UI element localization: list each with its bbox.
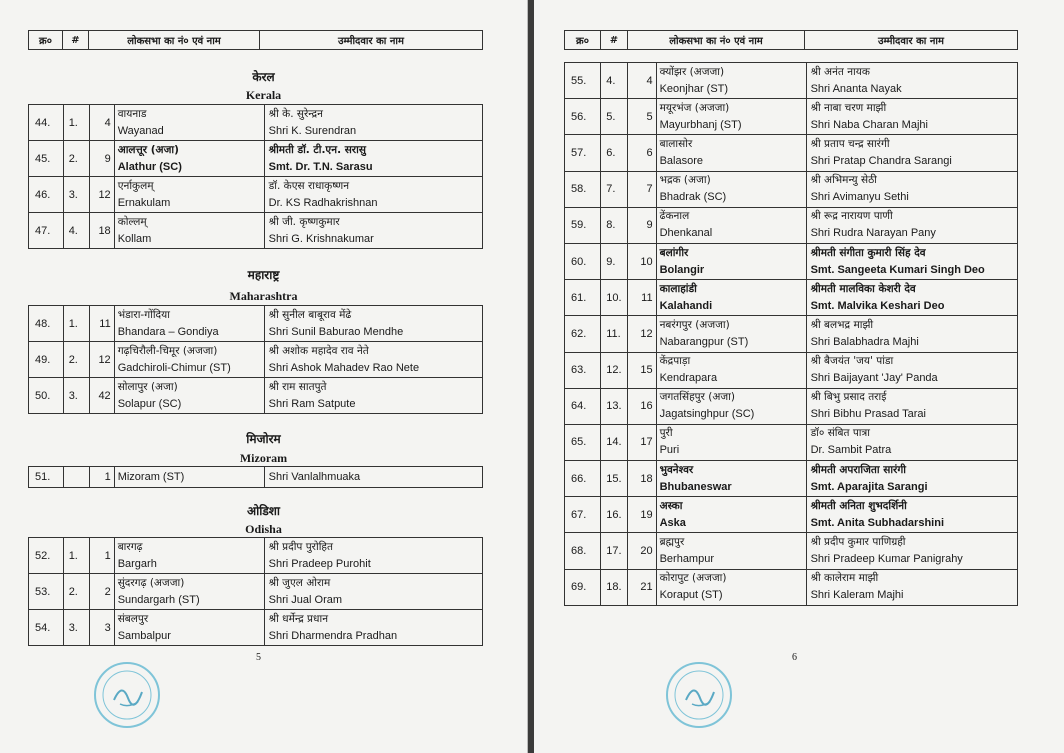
candidate-name-english: Dr. Sambit Patra xyxy=(810,444,892,457)
serial-number: 55. xyxy=(565,63,601,99)
seal-stamp-icon xyxy=(664,660,734,730)
serial-number: 52. xyxy=(29,538,64,574)
table-row xyxy=(29,105,483,141)
constituency-number: 9 xyxy=(628,207,656,243)
state-heading-hindi: केरल xyxy=(252,70,275,84)
candidate-name-hindi: श्री सुनील बाबूराव मेंढे xyxy=(268,308,352,321)
constituency-name-hindi: सुंदरगढ़ (अजजा) xyxy=(117,576,185,589)
constituency-number: 7 xyxy=(628,171,656,207)
state-row-number: 4. xyxy=(63,213,90,249)
candidate-name-hindi: श्री के. सुरेन्द्रन xyxy=(268,107,323,120)
candidate-name-english: Shri Pratap Chandra Sarangi xyxy=(810,154,952,167)
candidate-name xyxy=(264,306,482,342)
table-row xyxy=(565,569,1018,605)
candidate-name-english: Smt. Anita Subhadarshini xyxy=(810,516,945,529)
state-heading-english: Maharashtra xyxy=(229,289,298,303)
state-heading-english: Kerala xyxy=(245,88,282,102)
candidate-name-english: Shri Pradeep Kumar Panigrahy xyxy=(810,553,963,566)
state-row-number: 1. xyxy=(63,306,90,342)
state-row-number: 14. xyxy=(601,424,628,460)
constituency-name-english: Koraput (ST) xyxy=(659,589,723,602)
candidate-name-hindi: श्री प्रताप चन्द्र सारंगी xyxy=(810,137,890,150)
candidate-name xyxy=(264,213,482,249)
constituency-number: 17 xyxy=(628,424,656,460)
header-constituency: लोकसभा का नं० एवं नाम xyxy=(628,31,805,50)
candidate-name-english: Shri Naba Charan Majhi xyxy=(810,118,928,131)
table-row xyxy=(29,610,483,646)
constituency-name-hindi: कोरापुट (अजजा) xyxy=(659,572,727,585)
constituency-number: 11 xyxy=(628,280,656,316)
constituency-number: 42 xyxy=(90,378,114,414)
state-row-number: 11. xyxy=(601,316,628,352)
serial-number: 56. xyxy=(565,99,601,135)
constituency-name xyxy=(656,352,806,388)
state-row-number: 8. xyxy=(601,207,628,243)
constituency-name xyxy=(656,135,806,171)
serial-number: 48. xyxy=(29,306,64,342)
constituency-name-hindi: जगतसिंहपुर (अजा) xyxy=(659,391,735,404)
serial-number: 45. xyxy=(29,141,64,177)
constituency-name xyxy=(656,316,806,352)
serial-number: 47. xyxy=(29,213,64,249)
state-row-number: 3. xyxy=(63,177,90,213)
constituency-number: 10 xyxy=(628,243,656,279)
candidate-name-english: Smt. Aparajita Sarangi xyxy=(810,480,928,493)
constituency-name xyxy=(656,63,806,99)
candidate-name xyxy=(806,569,1017,605)
state-candidate-table xyxy=(28,104,483,249)
constituency-name-english: Jagatsinghpur (SC) xyxy=(659,408,755,421)
constituency-name xyxy=(656,497,806,533)
constituency-name-hindi: बारगढ़ xyxy=(117,540,143,553)
candidate-name-english: Shri Jual Oram xyxy=(268,593,343,606)
constituency-name-english: Nabarangpur (ST) xyxy=(659,335,749,348)
state-row-number: 5. xyxy=(601,99,628,135)
constituency-name-hindi: सोलापुर (अजा) xyxy=(117,380,178,393)
constituency-number: 1 xyxy=(90,467,114,488)
candidate-name xyxy=(264,177,482,213)
constituency-number: 18 xyxy=(90,213,114,249)
constituency-name xyxy=(656,569,806,605)
serial-number: 63. xyxy=(565,352,601,388)
candidate-name-english: Shri Ram Satpute xyxy=(268,397,356,410)
candidate-name-english: Shri Rudra Narayan Pany xyxy=(810,227,936,240)
state-row-number: 9. xyxy=(601,243,628,279)
constituency-number: 2 xyxy=(90,574,114,610)
constituency-name-hindi: बालासोर xyxy=(659,137,693,150)
constituency-name-english: Aska xyxy=(659,516,686,529)
state-candidate-table xyxy=(28,537,483,646)
constituency-name-english: Sambalpur xyxy=(117,629,171,642)
constituency-name xyxy=(656,207,806,243)
page-number: 5 xyxy=(256,652,261,663)
candidate-name-english: Shri Sunil Baburao Mendhe xyxy=(268,325,404,338)
candidate-name xyxy=(264,538,482,574)
constituency-name-hindi: भद्रक (अजा) xyxy=(659,174,711,187)
table-row xyxy=(565,63,1018,99)
constituency-name xyxy=(656,171,806,207)
table-row xyxy=(29,378,483,414)
candidate-name xyxy=(806,171,1017,207)
constituency-number: 4 xyxy=(90,105,114,141)
constituency-name-english: Berhampur xyxy=(659,553,714,566)
candidate-name-english: Shri Pradeep Purohit xyxy=(268,557,371,570)
table-row xyxy=(29,342,483,378)
serial-number: 49. xyxy=(29,342,64,378)
serial-number: 46. xyxy=(29,177,64,213)
constituency-name-english: Bhubaneswar xyxy=(659,480,732,493)
table-row xyxy=(565,352,1018,388)
page-number: 6 xyxy=(792,652,797,663)
constituency-name xyxy=(114,105,264,141)
candidate-name-hindi: श्री रूद्र नारायण पाणी xyxy=(810,210,893,223)
candidate-name-hindi: श्री बिभु प्रसाद तराई xyxy=(810,391,887,404)
candidate-name-hindi: श्री धर्मेन्द्र प्रधान xyxy=(268,612,329,625)
candidate-name-hindi: श्रीमती अपराजिता सारंगी xyxy=(810,463,906,476)
header-hash: # xyxy=(63,31,89,50)
right-candidate-table xyxy=(564,62,1018,606)
constituency-number: 3 xyxy=(90,610,114,646)
candidate-name-hindi: श्रीमती अनिता शुभदर्शिनी xyxy=(810,499,907,512)
header-hash: # xyxy=(601,31,628,50)
constituency-name-hindi: अस्का xyxy=(659,499,683,512)
constituency-name-english: Alathur (SC) xyxy=(117,160,182,173)
constituency-number: 12 xyxy=(90,342,114,378)
constituency-name-english: Wayanad xyxy=(117,124,164,137)
table-row xyxy=(565,424,1018,460)
candidate-name-hindi: श्री प्रदीप पुरोहित xyxy=(268,540,333,553)
candidate-name-hindi: श्री नाबा चरण माझी xyxy=(810,101,887,114)
header-sr: क्र० xyxy=(565,31,601,50)
candidate-name xyxy=(806,63,1017,99)
constituency-name-english: Gadchiroli-Chimur (ST) xyxy=(117,361,231,374)
candidate-name-english: Shri Avimanyu Sethi xyxy=(810,191,909,204)
state-row-number: 18. xyxy=(601,569,628,605)
state-row-number xyxy=(63,467,90,488)
candidate-name xyxy=(264,574,482,610)
state-row-number: 16. xyxy=(601,497,628,533)
candidate-name xyxy=(806,99,1017,135)
constituency-name-english: Balasore xyxy=(659,154,703,167)
constituency-number: 12 xyxy=(628,316,656,352)
candidate-name-hindi: डॉ. केएस राधाकृष्णन xyxy=(268,179,350,192)
constituency-name xyxy=(114,213,264,249)
serial-number: 68. xyxy=(565,533,601,569)
constituency-number: 9 xyxy=(90,141,114,177)
table-row xyxy=(565,243,1018,279)
serial-number: 67. xyxy=(565,497,601,533)
constituency-name-hindi: कालाहांडी xyxy=(659,282,697,295)
table-row xyxy=(565,461,1018,497)
candidate-name-hindi: श्री जी. कृष्णकुमार xyxy=(268,215,340,228)
constituency-name-english: Puri xyxy=(659,444,680,457)
candidate-name-english: Shri Vanlalhmuaka xyxy=(268,470,361,483)
constituency-name-english: Keonjhar (ST) xyxy=(659,82,729,95)
table-row xyxy=(29,306,483,342)
constituency-name xyxy=(656,533,806,569)
serial-number: 69. xyxy=(565,569,601,605)
table-row xyxy=(565,207,1018,243)
candidate-name-hindi: श्रीमती संगीता कुमारी सिंह देव xyxy=(810,246,926,259)
candidate-name xyxy=(806,533,1017,569)
constituency-name xyxy=(114,141,264,177)
candidate-name-english: Shri Balabhadra Majhi xyxy=(810,335,919,348)
constituency-name-english: Ernakulam xyxy=(117,196,171,209)
state-row-number: 3. xyxy=(63,378,90,414)
header-constituency: लोकसभा का नं० एवं नाम xyxy=(89,31,260,50)
constituency-name-english: Kendrapara xyxy=(659,372,718,385)
candidate-name-hindi: श्री बैजयंत 'जय' पांडा xyxy=(810,355,894,368)
constituency-name-hindi: एर्नाकुलम् xyxy=(117,179,154,192)
constituency-name-english: Mayurbhanj (ST) xyxy=(659,118,742,131)
constituency-name-english: Bolangir xyxy=(659,263,705,276)
constituency-name-english: Bargarh xyxy=(117,557,157,570)
constituency-name-english: Bhadrak (SC) xyxy=(659,191,727,204)
candidate-name xyxy=(264,610,482,646)
serial-number: 59. xyxy=(565,207,601,243)
constituency-name-hindi: कोल्लम् xyxy=(117,215,147,228)
state-row-number: 3. xyxy=(63,610,90,646)
candidate-name-hindi: श्रीमती मालविका केशरी देव xyxy=(810,282,916,295)
constituency-name xyxy=(656,99,806,135)
constituency-name-english: Mizoram (ST) xyxy=(117,470,185,483)
left-header-row xyxy=(28,30,483,50)
serial-number: 62. xyxy=(565,316,601,352)
table-row xyxy=(565,316,1018,352)
constituency-name-hindi: बलांगीर xyxy=(659,246,689,259)
constituency-name xyxy=(114,610,264,646)
constituency-name xyxy=(656,461,806,497)
candidate-name-hindi: श्री अनंत नायक xyxy=(810,65,870,78)
candidate-name xyxy=(264,342,482,378)
table-row xyxy=(565,99,1018,135)
constituency-name-hindi: वायनाड xyxy=(117,107,147,120)
state-candidate-table xyxy=(28,305,483,414)
table-row xyxy=(29,141,483,177)
candidate-name xyxy=(806,243,1017,279)
constituency-name xyxy=(656,388,806,424)
constituency-name-hindi: आलत्तूर (अजा) xyxy=(117,143,179,156)
candidate-name-english: Dr. KS Radhakrishnan xyxy=(268,196,378,209)
candidate-name-hindi: श्री कालेराम माझी xyxy=(810,572,879,585)
state-row-number: 6. xyxy=(601,135,628,171)
constituency-number: 19 xyxy=(628,497,656,533)
candidate-name xyxy=(806,497,1017,533)
constituency-name-english: Sundargarh (ST) xyxy=(117,593,200,606)
state-row-number: 2. xyxy=(63,141,90,177)
constituency-name xyxy=(114,538,264,574)
constituency-name-hindi: मयूरभंज (अजजा) xyxy=(659,101,730,114)
serial-number: 58. xyxy=(565,171,601,207)
state-row-number: 12. xyxy=(601,352,628,388)
state-heading-hindi: मिजोरम xyxy=(246,432,281,446)
serial-number: 44. xyxy=(29,105,64,141)
state-row-number: 4. xyxy=(601,63,628,99)
candidate-name-english: Smt. Malvika Keshari Deo xyxy=(810,299,945,312)
table-row xyxy=(29,467,483,488)
constituency-number: 6 xyxy=(628,135,656,171)
header-candidate: उम्मीदवार का नाम xyxy=(805,31,1018,50)
constituency-name xyxy=(114,177,264,213)
seal-stamp-icon xyxy=(92,660,162,730)
candidate-name xyxy=(806,388,1017,424)
constituency-name xyxy=(656,243,806,279)
constituency-name-hindi: नबरंगपुर (अजजा) xyxy=(659,318,730,331)
serial-number: 66. xyxy=(565,461,601,497)
constituency-name-hindi: ब्रह्मपुर xyxy=(659,536,685,549)
constituency-name xyxy=(656,280,806,316)
constituency-name-english: Solapur (SC) xyxy=(117,397,182,410)
serial-number: 57. xyxy=(565,135,601,171)
candidate-name xyxy=(264,141,482,177)
constituency-number: 15 xyxy=(628,352,656,388)
candidate-name-hindi: श्री अभिमन्यु सेठी xyxy=(810,174,877,187)
constituency-number: 4 xyxy=(628,63,656,99)
state-row-number: 2. xyxy=(63,574,90,610)
constituency-name xyxy=(114,378,264,414)
constituency-name xyxy=(114,574,264,610)
state-heading-hindi: ओडिशा xyxy=(246,504,281,518)
table-row xyxy=(29,574,483,610)
serial-number: 50. xyxy=(29,378,64,414)
constituency-name-hindi: क्योंझर (अजजा) xyxy=(659,65,725,78)
table-row xyxy=(29,177,483,213)
right-header-row xyxy=(564,30,1018,50)
candidate-name-hindi: श्रीमती डॉ. टी.एन. सरासु xyxy=(268,143,366,156)
state-heading-english: Odisha xyxy=(245,522,282,536)
constituency-name-hindi: भंडारा-गोंदिया xyxy=(117,308,170,321)
candidate-name xyxy=(806,135,1017,171)
constituency-number: 21 xyxy=(628,569,656,605)
constituency-number: 5 xyxy=(628,99,656,135)
constituency-name-hindi: ढेंकनाल xyxy=(659,210,690,223)
constituency-name-hindi: पुरी xyxy=(659,427,673,440)
constituency-name xyxy=(114,467,264,488)
candidate-name xyxy=(806,352,1017,388)
constituency-number: 12 xyxy=(90,177,114,213)
candidate-name xyxy=(806,424,1017,460)
constituency-name-hindi: केंद्रपाड़ा xyxy=(659,355,691,368)
candidate-name-hindi: श्री प्रदीप कुमार पाणिग्रही xyxy=(810,536,906,549)
candidate-name xyxy=(264,467,482,488)
constituency-name xyxy=(114,342,264,378)
header-sr: क्र० xyxy=(29,31,63,50)
candidate-name-english: Smt. Dr. T.N. Sarasu xyxy=(268,160,373,173)
table-row xyxy=(29,538,483,574)
state-row-number: 10. xyxy=(601,280,628,316)
constituency-number: 18 xyxy=(628,461,656,497)
candidate-name xyxy=(806,280,1017,316)
serial-number: 65. xyxy=(565,424,601,460)
candidate-name-english: Shri Ashok Mahadev Rao Nete xyxy=(268,361,420,374)
table-row xyxy=(565,280,1018,316)
candidate-name-english: Shri Baijayant 'Jay' Panda xyxy=(810,372,938,385)
state-row-number: 1. xyxy=(63,538,90,574)
state-heading-hindi: महाराष्ट्र xyxy=(247,268,280,282)
constituency-name-english: Kalahandi xyxy=(659,299,713,312)
constituency-name-hindi: संबलपुर xyxy=(117,612,149,625)
candidate-name-english: Shri G. Krishnakumar xyxy=(268,232,374,245)
candidate-name-english: Shri Bibhu Prasad Tarai xyxy=(810,408,926,421)
constituency-name-english: Kollam xyxy=(117,232,152,245)
constituency-name xyxy=(114,306,264,342)
serial-number: 53. xyxy=(29,574,64,610)
table-row xyxy=(565,135,1018,171)
table-row xyxy=(565,497,1018,533)
constituency-number: 1 xyxy=(90,538,114,574)
candidate-name-english: Shri Ananta Nayak xyxy=(810,82,902,95)
table-row xyxy=(565,171,1018,207)
candidate-name xyxy=(264,378,482,414)
constituency-name-hindi: भुवनेश्वर xyxy=(659,463,694,476)
serial-number: 51. xyxy=(29,467,64,488)
candidate-name-english: Shri Dharmendra Pradhan xyxy=(268,629,398,642)
state-row-number: 7. xyxy=(601,171,628,207)
candidate-name-hindi: डॉ० संबित पात्रा xyxy=(810,427,871,440)
table-row xyxy=(29,213,483,249)
state-row-number: 1. xyxy=(63,105,90,141)
candidate-name-english: Shri Kaleram Majhi xyxy=(810,589,904,602)
candidate-name xyxy=(264,105,482,141)
state-heading-english: Mizoram xyxy=(239,451,288,465)
constituency-number: 16 xyxy=(628,388,656,424)
state-candidate-table xyxy=(28,466,483,488)
state-row-number: 17. xyxy=(601,533,628,569)
constituency-name-english: Dhenkanal xyxy=(659,227,713,240)
header-candidate: उम्मीदवार का नाम xyxy=(260,31,483,50)
candidate-name-hindi: श्री जुएल ओराम xyxy=(268,576,331,589)
constituency-number: 11 xyxy=(90,306,114,342)
constituency-name xyxy=(656,424,806,460)
state-row-number: 13. xyxy=(601,388,628,424)
right-page xyxy=(534,0,1064,753)
left-page xyxy=(0,0,528,753)
candidate-name xyxy=(806,316,1017,352)
state-row-number: 15. xyxy=(601,461,628,497)
constituency-name-hindi: गढ़चिरौली-चिमूर (अजजा) xyxy=(117,344,218,357)
candidate-name-english: Shri K. Surendran xyxy=(268,124,357,137)
candidate-name xyxy=(806,207,1017,243)
state-row-number: 2. xyxy=(63,342,90,378)
candidate-name-english: Smt. Sangeeta Kumari Singh Deo xyxy=(810,263,985,276)
table-row xyxy=(565,388,1018,424)
serial-number: 61. xyxy=(565,280,601,316)
candidate-name xyxy=(806,461,1017,497)
serial-number: 64. xyxy=(565,388,601,424)
candidate-name-hindi: श्री राम सातपुते xyxy=(268,380,327,393)
candidate-name-hindi: श्री बलभद्र माझी xyxy=(810,318,874,331)
constituency-number: 20 xyxy=(628,533,656,569)
table-row xyxy=(565,533,1018,569)
serial-number: 60. xyxy=(565,243,601,279)
candidate-name-hindi: श्री अशोक महादेव राव नेते xyxy=(268,344,369,357)
constituency-name-english: Bhandara – Gondiya xyxy=(117,325,219,338)
serial-number: 54. xyxy=(29,610,64,646)
